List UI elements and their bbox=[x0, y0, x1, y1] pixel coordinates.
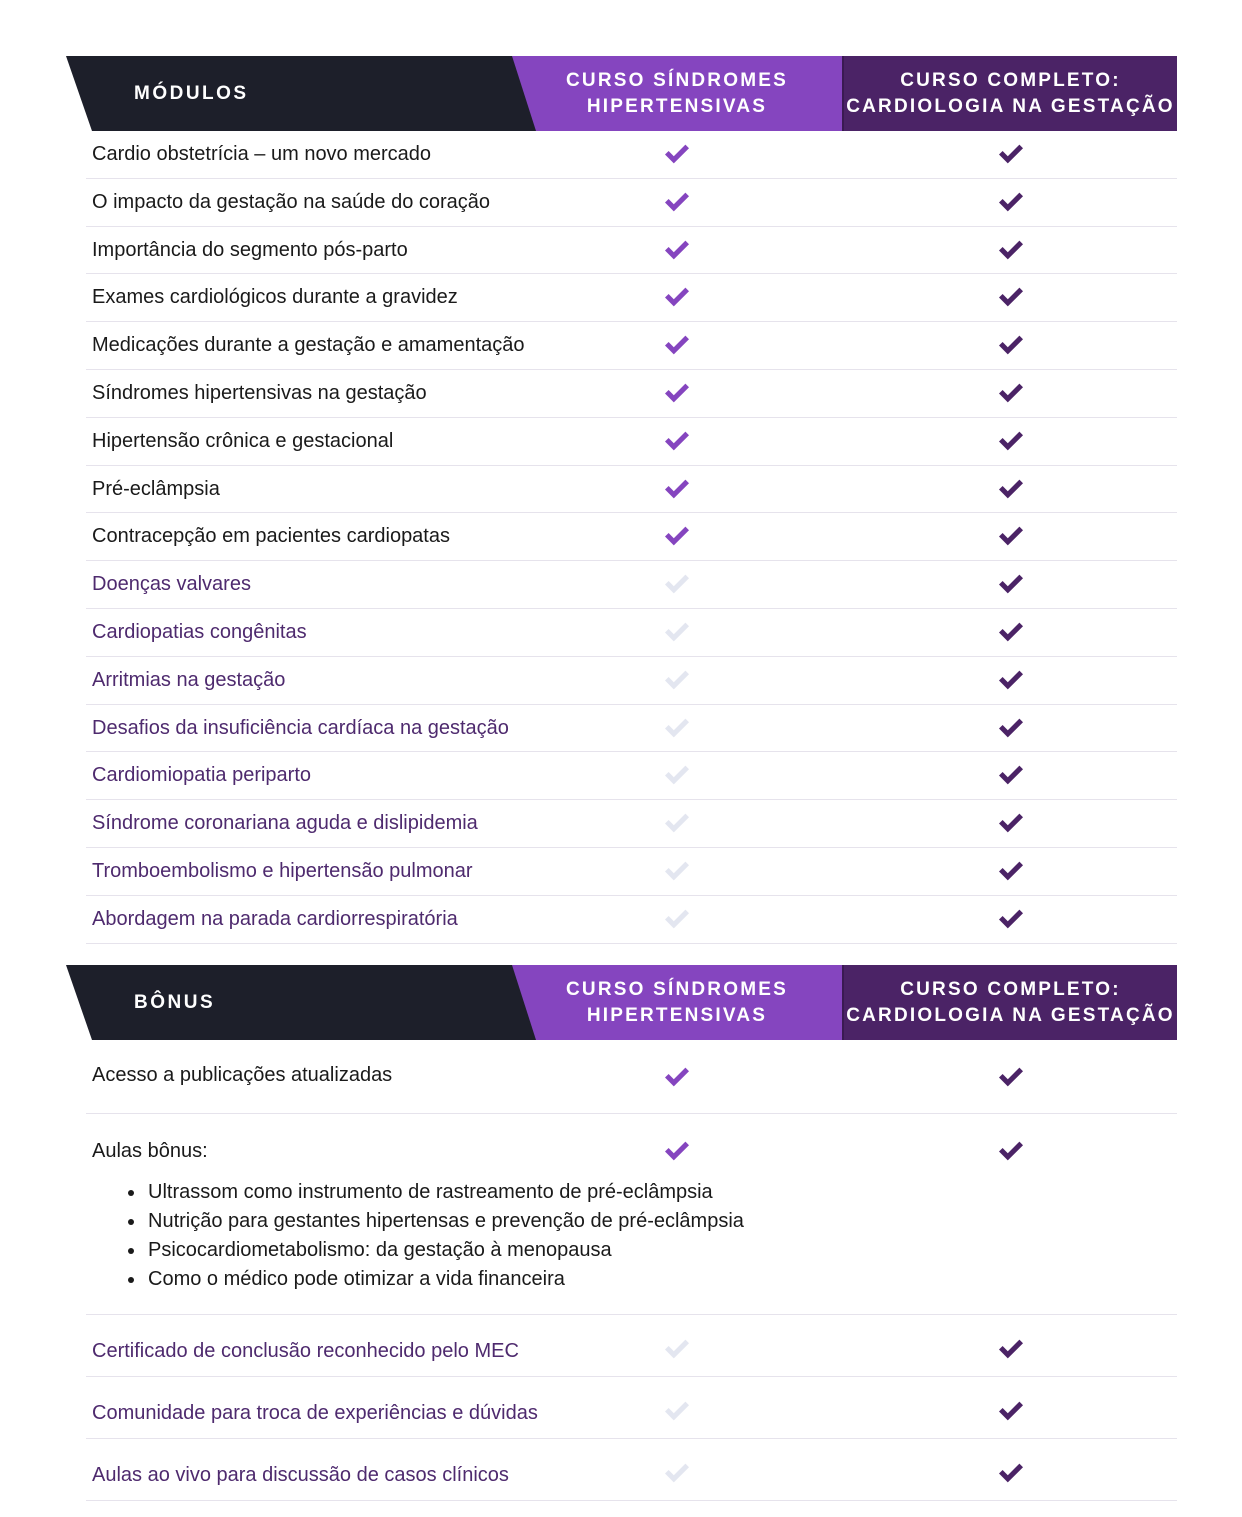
table-row bbox=[86, 418, 1177, 466]
row-label: Importância do segmento pós-parto bbox=[92, 238, 408, 261]
modules-rows bbox=[66, 131, 1177, 944]
check-icon bbox=[997, 1066, 1025, 1088]
check-icon bbox=[663, 191, 691, 213]
table-row bbox=[86, 800, 1177, 848]
row-label: Desafios da insuficiência cardíaca na gestação bbox=[92, 716, 509, 739]
table-row bbox=[86, 1439, 1177, 1501]
check-icon bbox=[997, 286, 1025, 308]
bonus-label: BÔNUS bbox=[134, 992, 216, 1013]
row-label: Tromboembolismo e hipertensão pulmonar bbox=[92, 859, 473, 882]
table-row bbox=[86, 131, 1177, 179]
row-label: Aulas ao vivo para discussão de casos clínicos bbox=[92, 1464, 509, 1486]
modules-comparison-table bbox=[66, 56, 1177, 944]
check-icon bbox=[997, 1338, 1025, 1360]
check-icon bbox=[663, 573, 691, 595]
table-row bbox=[86, 322, 1177, 370]
table-row bbox=[86, 274, 1177, 322]
check-icon bbox=[997, 191, 1025, 213]
check-icon bbox=[997, 239, 1025, 261]
row-label: Cardiomiopatia periparto bbox=[92, 764, 312, 787]
check-icon bbox=[997, 143, 1025, 165]
row-label: Certificado de conclusão reconhecido pelo MEC bbox=[92, 1340, 519, 1362]
check-icon bbox=[663, 764, 691, 786]
check-icon bbox=[663, 239, 691, 261]
check-icon bbox=[997, 717, 1025, 739]
row-label: Hipertensão crônica e gestacional bbox=[92, 429, 394, 452]
check-icon bbox=[997, 478, 1025, 500]
check-icon bbox=[663, 334, 691, 356]
table-row bbox=[86, 609, 1177, 657]
table-row bbox=[86, 561, 1177, 609]
row-label: Síndromes hipertensivas na gestação bbox=[92, 381, 427, 404]
table-row bbox=[86, 657, 1177, 705]
check-icon bbox=[997, 430, 1025, 452]
row-label: O impacto da gestação na saúde do coração bbox=[92, 190, 491, 213]
check-icon bbox=[663, 478, 691, 500]
check-icon bbox=[663, 286, 691, 308]
list-item: Ultrassom como instrumento de rastreamento de pré-eclâmpsia bbox=[128, 1178, 744, 1207]
check-icon bbox=[663, 525, 691, 547]
check-icon bbox=[663, 1066, 691, 1088]
col-title-completo: CURSO COMPLETO: CARDIOLOGIA NA GESTAÇÃO bbox=[846, 978, 1175, 1026]
modules-label: MÓDULOS bbox=[134, 83, 249, 104]
row-label: Medicações durante a gestação e amamentação bbox=[92, 334, 525, 357]
table-row bbox=[86, 179, 1177, 227]
col-title-completo: CURSO COMPLETO: CARDIOLOGIA NA GESTAÇÃO bbox=[846, 69, 1175, 117]
row-label: Síndrome coronariana aguda e dislipidemia bbox=[92, 812, 478, 835]
check-icon bbox=[997, 573, 1025, 595]
check-icon bbox=[997, 1140, 1025, 1162]
row-label: Contracepção em pacientes cardiopatas bbox=[92, 525, 450, 548]
row-label: Exames cardiológicos durante a gravidez bbox=[92, 286, 458, 309]
check-icon bbox=[663, 382, 691, 404]
check-icon bbox=[663, 860, 691, 882]
col-title-sindromes: CURSO SÍNDROMES HIPERTENSIVAS bbox=[566, 978, 788, 1026]
check-icon bbox=[663, 717, 691, 739]
check-icon bbox=[663, 812, 691, 834]
table-row bbox=[86, 848, 1177, 896]
list-item: Psicocardiometabolismo: da gestação à menopausa bbox=[128, 1236, 744, 1265]
row-label: Pré-eclâmpsia bbox=[92, 477, 220, 500]
col-title-sindromes: CURSO SÍNDROMES HIPERTENSIVAS bbox=[566, 69, 788, 117]
list-item: Nutrição para gestantes hipertensas e prevenção de pré-eclâmpsia bbox=[128, 1207, 744, 1236]
row-label: Aulas bônus: bbox=[92, 1140, 208, 1162]
check-icon bbox=[663, 143, 691, 165]
check-icon bbox=[663, 1400, 691, 1422]
check-icon bbox=[997, 1400, 1025, 1422]
check-icon bbox=[663, 1462, 691, 1484]
check-icon bbox=[663, 669, 691, 691]
check-icon bbox=[997, 1462, 1025, 1484]
check-icon bbox=[663, 908, 691, 930]
check-icon bbox=[663, 1338, 691, 1360]
table-row bbox=[86, 1040, 1177, 1114]
row-label: Cardiopatias congênitas bbox=[92, 620, 307, 643]
table-row bbox=[86, 227, 1177, 275]
check-icon bbox=[663, 1140, 691, 1162]
row-label: Cardio obstetrícia – um novo mercado bbox=[92, 143, 432, 165]
check-icon bbox=[663, 621, 691, 643]
check-icon bbox=[997, 525, 1025, 547]
table-row bbox=[86, 513, 1177, 561]
check-icon bbox=[997, 812, 1025, 834]
check-icon bbox=[997, 860, 1025, 882]
table-row bbox=[86, 705, 1177, 753]
check-icon bbox=[997, 669, 1025, 691]
bonus-comparison-table bbox=[66, 965, 1177, 1501]
modules-table-header bbox=[66, 56, 1177, 131]
bonus-table-header bbox=[66, 965, 1177, 1040]
table-row bbox=[86, 370, 1177, 418]
check-icon bbox=[997, 908, 1025, 930]
bonus-lessons-list bbox=[128, 1178, 744, 1294]
row-label: Doenças valvares bbox=[92, 573, 251, 596]
table-row bbox=[86, 1114, 1177, 1315]
table-row bbox=[86, 1315, 1177, 1377]
row-label: Acesso a publicações atualizadas bbox=[92, 1064, 393, 1086]
table-row bbox=[86, 466, 1177, 514]
check-icon bbox=[663, 430, 691, 452]
list-item: Como o médico pode otimizar a vida financeira bbox=[128, 1265, 744, 1294]
table-row bbox=[86, 1377, 1177, 1439]
check-icon bbox=[997, 382, 1025, 404]
table-row bbox=[86, 752, 1177, 800]
check-icon bbox=[997, 621, 1025, 643]
table-row bbox=[86, 896, 1177, 944]
row-label: Arritmias na gestação bbox=[92, 668, 286, 691]
check-icon bbox=[997, 764, 1025, 786]
check-icon bbox=[997, 334, 1025, 356]
row-label: Comunidade para troca de experiências e dúvidas bbox=[92, 1402, 538, 1424]
row-label: Abordagem na parada cardiorrespiratória bbox=[92, 907, 458, 930]
